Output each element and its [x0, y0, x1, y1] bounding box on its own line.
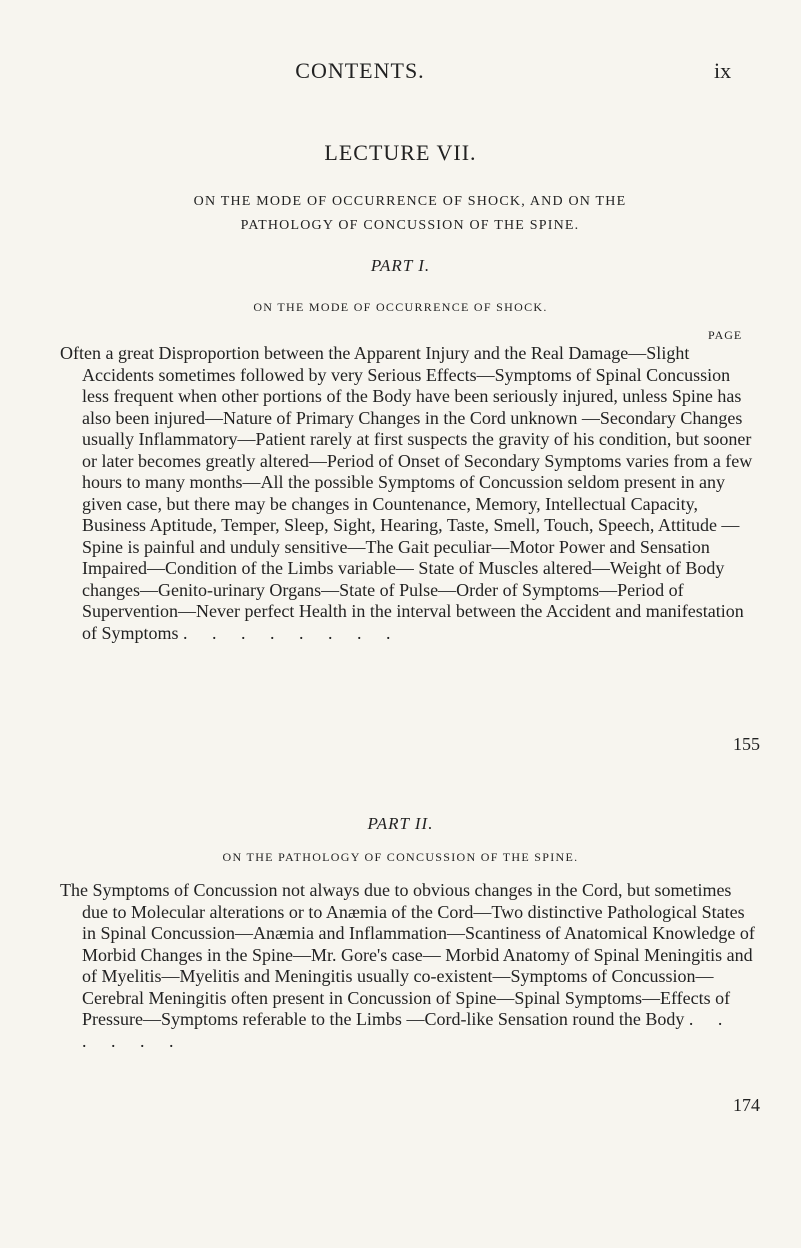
lecture-subtitle-line-1: ON THE MODE OF OCCURRENCE OF SHOCK, AND ON THE: [193, 194, 627, 209]
part-2-subtitle: ON THE PATHOLOGY OF CONCUSSION OF THE SPINE.: [222, 850, 579, 864]
dot-leader: . . . . . .: [82, 1009, 733, 1051]
part-2-page-number: 174: [733, 1095, 760, 1115]
part-2-entry: [60, 880, 760, 1180]
page-column-label: PAGE: [708, 328, 743, 342]
part-2-title: PART II.: [367, 814, 434, 833]
part-1-page-number: 155: [733, 733, 760, 754]
running-head-title: CONTENTS.: [295, 58, 425, 83]
dot-leader: . . . . . . . .: [183, 622, 401, 643]
running-head-page-number: ix: [714, 58, 732, 83]
running-head: [0, 58, 801, 88]
part-1-subtitle: ON THE MODE OF OCCURRENCE OF SHOCK.: [253, 300, 548, 314]
lecture-heading: LECTURE VII.: [324, 140, 477, 165]
part-1-entry-text: Often a great Disproportion between the Apparent Injury and the Real Damage—Slight Accidents sometimes followed by very Serious Effects—Symptoms of Spinal Concussion less frequent when other portions of the Body have been seriously injured, unless Spine has also been injured—Nature of Primary Changes in the Cord unknown —Secondary Changes usually Inflammatory—Patient rarely at first suspects the gravity of his condition, but sooner or later becomes greatly altered—Period of Onset of Secondary Symptoms varies from a few hours to many months—All the possible Symptoms of Concussion seldom present in any given case, but there may be changes in Countenance, Memory, Intellectual Capacity, Business Aptitude, Temper, Sleep, Sight, Hearing, Taste, Smell, Touch, Speech, Attitude —Spine is painful and unduly sensitive—The Gait peculiar—Motor Power and Sensation Impaired—Condition of the Limbs variable— State of Muscles altered—Weight of Body changes—Genito-urinary Organs—State of Pulse—Order of Symptoms—Period of Supervention—Never perfect Health in the interval between the Accident and manifestation of Symptoms: [60, 343, 753, 643]
part-2-entry-text: The Symptoms of Concussion not always due to obvious changes in the Cord, but sometimes due to Molecular alterations or to Anæmia of the Cord—Two distinctive Pathological States in Spinal Concussion—Anæmia and Inflammation—Scantiness of Anatomical Knowledge of Morbid Changes in the Spine—Mr. Gore's case— Morbid Anatomy of Spinal Meningitis and of Myelitis—Myelitis and Meningitis usually co-existent—Symptoms of Concussion— Cerebral Meningitis often present in Concussion of Spine—Spinal Symptoms—Effects of Pressure—Symptoms referable to the Limbs —Cord-like Sensation round the Body: [60, 880, 755, 1029]
lecture-subtitle-line-2: PATHOLOGY OF CONCUSSION OF THE SPINE.: [240, 218, 580, 233]
part-1-entry: [60, 343, 760, 763]
part-1-title: PART I.: [370, 256, 431, 275]
